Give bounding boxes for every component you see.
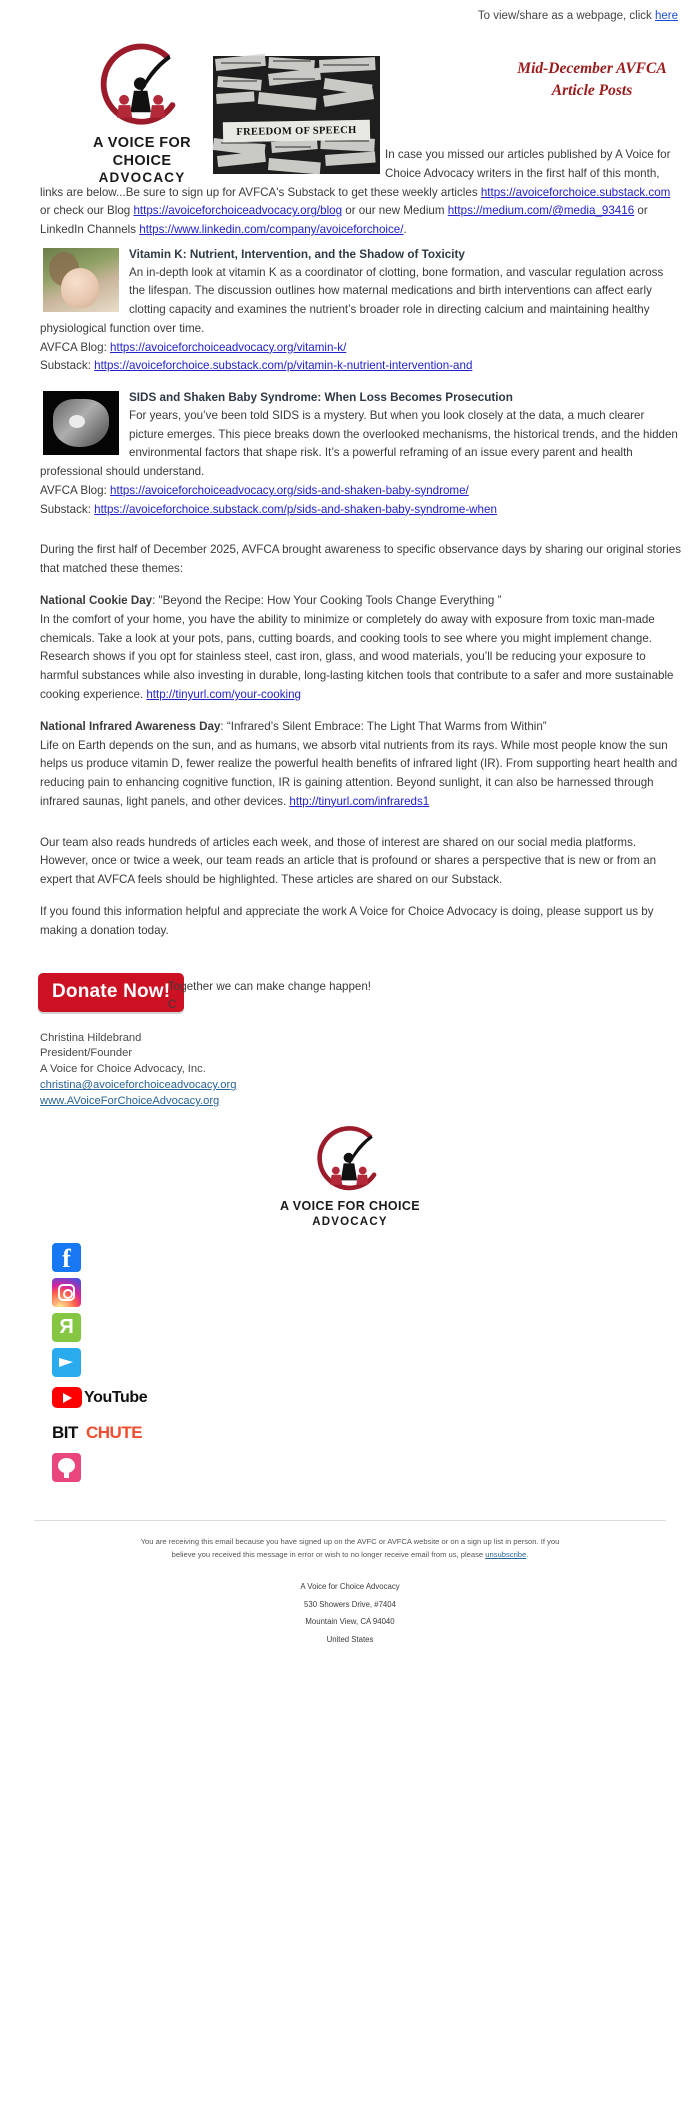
rumble-icon[interactable] [52,1313,81,1342]
article-blog-label: AVFCA Blog: [40,483,111,497]
article-links-vitamin-k [40,339,682,377]
signature-block [0,1031,700,1111]
observance-cookie-day [40,592,682,705]
donate-tagline-line2: C [168,998,177,1012]
youtube-icon[interactable] [52,1383,148,1412]
bitchute-word-b: CHUTE [86,1423,143,1443]
observance-infrared-day-headline: : “Infrared’s Silent Embrace: The Light That Warms from Within” [220,719,547,733]
intro-sentence: In case you missed our articles published by A Voice for Choice Advocacy writers in the first half of this month, links are below...Be sure to sign up for AVFCA's Substack to get these weekly articles [40,148,671,199]
closing-paragraph-2: If you found this information helpful and appreciate the work A Voice for Choice Advocacy is doing, please support us by making a donation today. [40,904,654,937]
address-country: United States [326,1635,374,1645]
article-substack-link-sids[interactable]: https://avoiceforchoice.substack.com/p/sids-and-shaken-baby-syndrome-when [94,502,497,516]
article-blog-link-sids[interactable]: https://avoiceforchoiceadvocacy.org/sids-and-shaken-baby-syndrome/ [110,483,469,497]
spacer [40,812,682,825]
youtube-wordmark: YouTube [84,1389,148,1407]
blog-link[interactable]: https://avoiceforchoiceadvocacy.org/blog [133,204,343,218]
footer-logo-line2: ADVOCACY [312,1215,388,1228]
article-title-vitamin-k: Vitamin K: Nutrient, Intervention, and the Shadow of Toxicity [129,248,465,261]
email-header [0,28,700,237]
address-org: A Voice for Choice Advocacy [300,1581,400,1591]
legal-disclaimer [34,1520,666,1562]
address-city: Mountain View, CA 94040 [305,1617,395,1627]
footer-logo-line1: A VOICE FOR CHOICE [279,1199,421,1214]
logo-wordmark-line2: ADVOCACY [98,170,186,186]
legal-line1: You are receiving this email because you have signed up on the AVFC or AVFCA website or on a sign up list in person. If you [140,1537,560,1547]
hero-caption: FREEDOM OF SPEECH [223,120,370,143]
view-as-webpage [0,0,700,28]
article-thumbnail-vitamin-k [43,248,119,312]
observance-cookie-day-headline: : "Beyond the Recipe: How Your Cooking Tools Change Everything ” [152,594,502,608]
donate-now-button[interactable]: Donate Now! [38,973,184,1012]
address-street: 530 Showers Drive, #7404 [304,1599,396,1609]
logo-wordmark-line1: A VOICE FOR CHOICE [92,135,192,170]
intro-mid1: or check our Blog [40,204,134,218]
intro-paragraph [40,146,682,240]
observance-cookie-day-body: In the comfort of your home, you have the ability to minimize or completely do away with exposure from toxic man-made chemicals. Take a look at your pots, pans, cutting boards, and cooking tools to see where you might implement change. Research shows if you opt for stainless steel, cast iron, glass, and wood materials, you’ll be reducing your exposure to harmful substances while also investing in durable, long-lasting kitchen tools that contribute to a safer and more sustainable cooking experience. [40,612,674,701]
donate-tagline-line1: Together we can make change happen! [168,979,372,993]
observance-lead: During the first half of December 2025, AVFCA brought awareness to specific observance days by sharing our original stories that matched these themes: [40,543,681,576]
substack-link[interactable]: https://avoiceforchoice.substack.com [480,185,671,199]
observance-cookie-day-link[interactable]: http://tinyurl.com/your-cooking [146,687,301,701]
youtube-play-glyph [52,1387,82,1408]
avfca-logo-icon-footer [314,1128,386,1196]
bitchute-word-a: BIT [52,1423,78,1443]
article-blog-line [40,339,682,358]
mailing-address [0,1562,700,1674]
view-as-webpage-link[interactable]: here [654,10,678,22]
spacer [0,954,700,967]
article-substack-label: Substack: [40,359,95,373]
medium-link[interactable]: https://medium.com/@media_93416 [447,204,635,218]
intro-mid2: or our new Medium [342,204,448,218]
article-links-sids [40,482,682,520]
donate-row [0,973,700,1031]
spacer [40,579,682,592]
telegram-icon[interactable] [52,1348,81,1377]
instagram-glyph [58,1284,75,1301]
spacer [0,941,700,954]
observance-infrared-day-name: National Infrared Awareness Day [40,719,221,733]
issue-title: Mid-December AVFCA Article Posts [517,60,667,100]
spacer [40,825,682,834]
observance-infrared-day [40,718,682,812]
facebook-icon[interactable] [52,1243,81,1272]
spacer [40,705,682,718]
rumble-glyph: R [59,1316,74,1339]
article-section [0,233,700,941]
closing-paragraph-1: Our team also reads hundreds of articles each week, and those of interest are shared on our social media platforms. However, once or twice a week, our team reads an article that is profound or shares a perspective that is new or from an expert that AVFCA feels should be highlighted. These articles are shared on our Substack. [40,835,657,887]
observance-cookie-day-name: National Cookie Day [40,594,153,608]
article-substack-line [40,357,682,376]
gab-icon[interactable] [52,1453,81,1482]
signature-role: President/Founder [40,1047,133,1060]
article-substack-line [40,501,682,520]
article-blog-line [40,482,682,501]
intro-mid3: or LinkedIn Channels [40,204,648,237]
article-blog-link-vitamin-k[interactable]: https://avoiceforchoiceadvocacy.org/vitamin-k/ [110,340,347,354]
spacer [40,890,682,903]
donate-tagline [168,978,371,1016]
intro-end: . [403,223,407,237]
linkedin-link[interactable]: https://www.linkedin.com/company/avoiceforchoice/ [139,223,404,237]
intro-image-spacer [40,146,385,182]
view-as-webpage-text: To view/share as a webpage, click [477,10,655,22]
unsubscribe-link[interactable]: unsubscribe [485,1550,527,1560]
article-card-sids [40,389,682,519]
spacer [40,376,682,389]
observance-infrared-day-body: Life on Earth depends on the sun, and as humans, we absorb vital nutrients from its rays. While most people know the sun helps us produce vitamin D, fewer realize the powerful health benefits of infrared light (IR). From supporting heart health and reducing pain to enhancing cognitive function, IR is gaining attention. Beyond sunlight, it can also be harnessed through infrared saunas, light panels, and other devices. [40,738,678,808]
legal-line2-text: believe you received this message in error or wish to no longer receive email from us, please [171,1550,486,1560]
spacer [40,519,682,532]
footer-logo [0,1110,700,1233]
article-blog-label: AVFCA Blog: [40,340,111,354]
signature-website-link[interactable]: www.AVoiceForChoiceAdvocacy.org [40,1095,220,1108]
article-substack-link-vitamin-k[interactable]: https://avoiceforchoice.substack.com/p/vitamin-k-nutrient-intervention-and [94,359,473,373]
article-body-sids: For years, you’ve been told SIDS is a mystery. But when you look closely at the data, a much clearer picture emerges. This piece breaks down the overlooked mechanisms, the historical trends, and the hidden environmental factors that shape risk. It’s a powerful reframing of an issue every parent and health professional should understand. [40,408,678,479]
spacer [40,532,682,541]
legal-line2 [34,1548,666,1561]
article-body-vitamin-k: An in-depth look at vitamin K as a coordinator of clotting, bone formation, and vascular regulation across the lifespan. The discussion outlines how maternal medications and birth interventions can affect early clotting capacity and examines the nutrient’s broader role in directing calcium and maintaining healthy physiological function over time. [40,265,664,335]
signature-name: Christina Hildebrand [40,1031,142,1044]
instagram-icon[interactable] [52,1278,81,1307]
facebook-glyph: f [62,1244,71,1274]
signature-org: A Voice for Choice Advocacy, Inc. [40,1063,206,1076]
avfca-logo-icon [96,46,188,132]
signature-email-link[interactable]: christina@avoiceforchoiceadvocacy.org [40,1079,237,1092]
social-links [0,1233,700,1482]
article-substack-label: Substack: [40,502,95,516]
bitchute-icon[interactable] [52,1418,143,1447]
legal-line2-end: . [526,1550,529,1560]
article-title-sids: SIDS and Shaken Baby Syndrome: When Loss Becomes Prosecution [129,391,513,405]
article-card-vitamin-k [40,246,682,376]
observance-infrared-day-link[interactable]: http://tinyurl.com/infrareds1 [289,794,430,808]
footer-logo-wordmark [0,1199,700,1229]
article-thumbnail-sids [43,391,119,455]
